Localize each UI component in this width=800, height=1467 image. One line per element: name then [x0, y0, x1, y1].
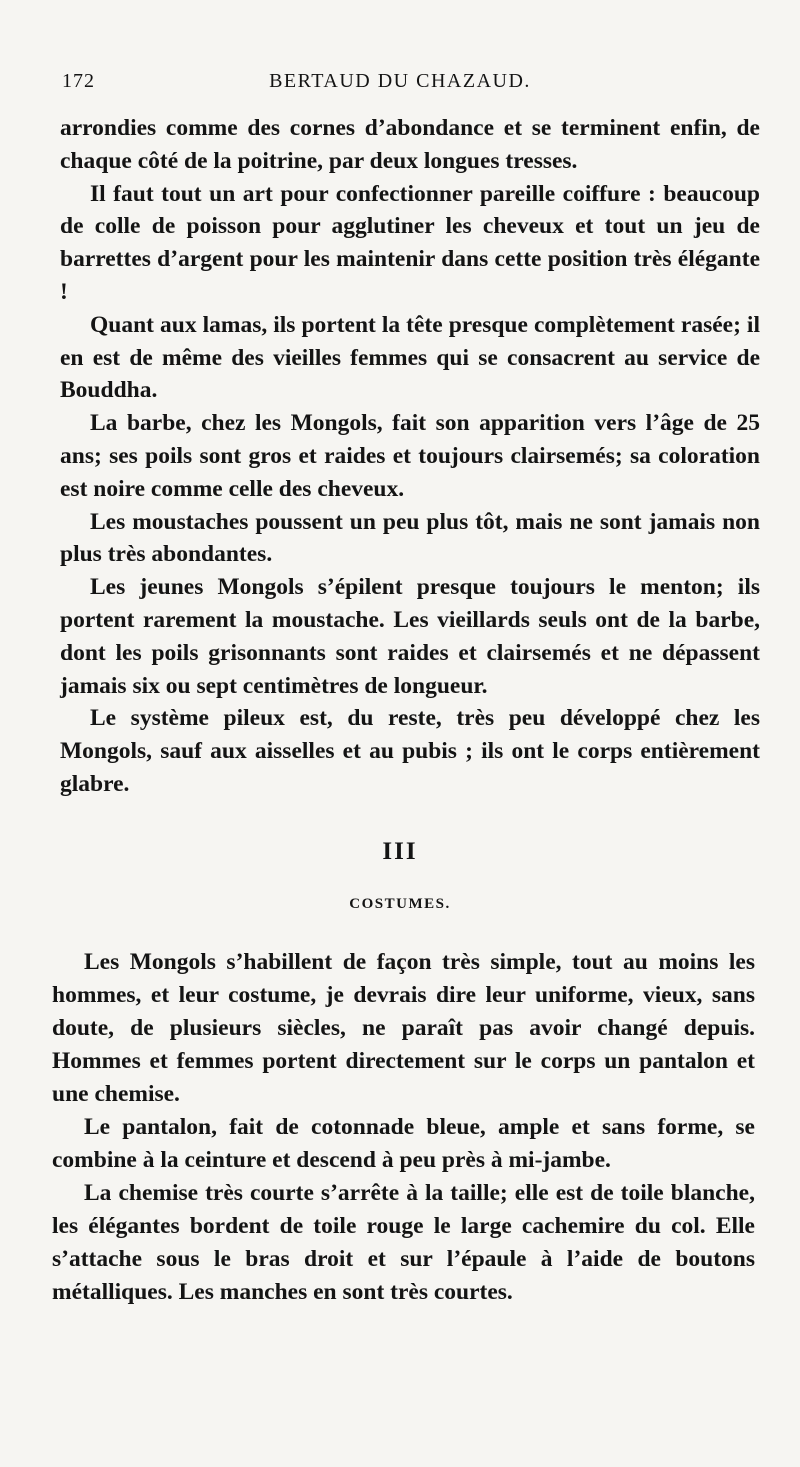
running-head: BERTAUD DU CHAZAUD.: [269, 70, 531, 92]
text-block-hair-and-beard: [60, 112, 760, 801]
section-number: III: [382, 838, 418, 865]
paragraph: La chemise très courte s’arrête à la taille; elle est de toile blanche, les élégantes bordent de toile rouge le large cachemire du col. Elle s’attache sous le bras droit et sur l’épaule à l’aide de boutons métalliques. Les manches en sont très courtes.: [52, 1180, 755, 1305]
paragraph: Les jeunes Mongols s’épilent presque toujours le menton; ils portent rarement la moustache. Les vieillards seuls ont de la barbe, dont les poils grisonnants sont raides et clairsemés et ne dépassent jamais six ou sept centimètres de longueur.: [60, 574, 760, 699]
text-block-costumes: [52, 946, 755, 1309]
paragraph: Quant aux lamas, ils portent la tête presque complètement rasée; il en est de même des vieilles femmes qui se consacrent au service de Bouddha.: [60, 311, 760, 404]
paragraph: Le système pileux est, du reste, très peu développé chez les Mongols, sauf aux aisselles et au pubis ; ils ont le corps entièrement glabre.: [60, 705, 760, 797]
paragraph: La barbe, chez les Mongols, fait son apparition vers l’âge de 25 ans; ses poils sont gros et raides et toujours clairsemés; sa coloration est noire comme celle des cheveux.: [60, 410, 760, 502]
page-header: [62, 70, 738, 100]
paragraph: Il faut tout un art pour confectionner pareille coiffure : beaucoup de colle de poisson pour agglutiner les cheveux et tout un jeu de barrettes d’argent pour les maintenir dans cette position très élégante !: [60, 180, 760, 305]
paragraph: arrondies comme des cornes d’abondance et se terminent enfin, de chaque côté de la poitrine, par deux longues tresses.: [60, 115, 760, 174]
paragraph: Les moustaches poussent un peu plus tôt, mais ne sont jamais non plus très abondantes.: [60, 508, 760, 568]
page-number: 172: [62, 70, 95, 92]
paragraph: Le pantalon, fait de cotonnade bleue, ample et sans forme, se combine à la ceinture et descend à peu près à mi-jambe.: [52, 1114, 755, 1173]
paragraph: Les Mongols s’habillent de façon très simple, tout au moins les hommes, et leur costume, je devrais dire leur uniforme, vieux, sans doute, de plusieurs siècles, ne paraît pas avoir changé depuis. Hommes et femmes portent directement sur le corps un pantalon et une chemise.: [52, 949, 755, 1107]
section-title: COSTUMES.: [349, 896, 451, 912]
